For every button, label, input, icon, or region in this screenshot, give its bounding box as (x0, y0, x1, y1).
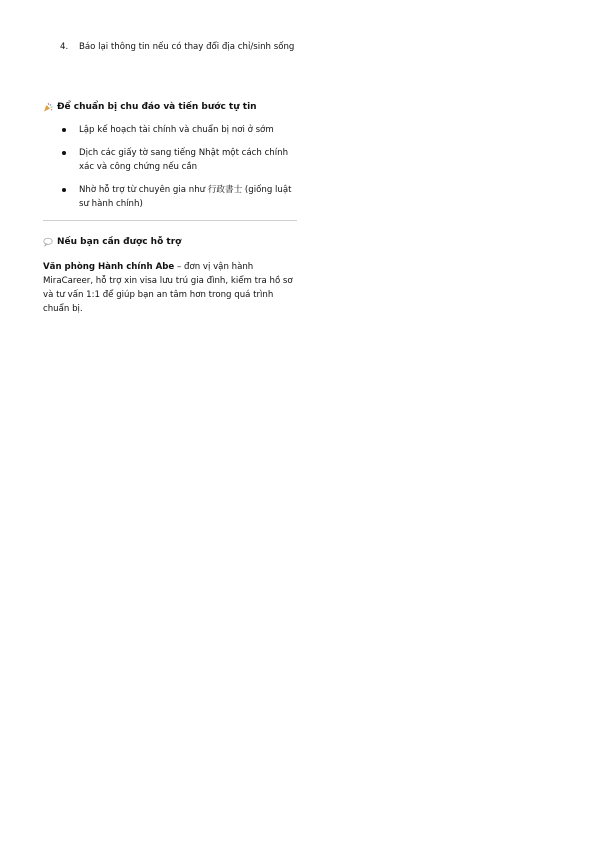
section-divider (43, 220, 297, 221)
prepare-heading-text: Để chuẩn bị chu đáo và tiến bước tự tin (57, 102, 257, 112)
bullet-icon (62, 188, 66, 192)
prepare-list (43, 123, 297, 211)
list-item-text: Nhờ hỗ trợ từ chuyên gia như 行政書士 (giống luật sư hành chính) (79, 185, 292, 209)
support-paragraph (43, 260, 297, 316)
list-number: 4. (60, 42, 69, 52)
list-item-text: Báo lại thông tin nếu có thay đổi địa chỉ/sinh sống (79, 42, 295, 52)
document-page (43, 40, 297, 316)
bullet-icon (62, 151, 66, 155)
numbered-list-item (43, 40, 297, 54)
list-item-text: Lập kế hoạch tài chính và chuẩn bị nơi ở sớm (79, 125, 274, 135)
list-item (43, 123, 297, 137)
speech-bubble-icon (43, 237, 53, 247)
bullet-icon (62, 128, 66, 132)
organization-name: Văn phòng Hành chính Abe (43, 262, 175, 272)
party-popper-icon (43, 102, 53, 112)
support-heading (43, 235, 297, 249)
support-heading-text: Nếu bạn cần được hỗ trợ (57, 237, 182, 247)
support-description: – đơn vị vận hành MiraCareer, hỗ trợ xin visa lưu trú gia đình, kiểm tra hồ sơ và tư vấn 1:1 để giúp bạn an tâm hơn trong quá trình chuẩn bị. (43, 262, 293, 314)
prepare-heading (43, 100, 297, 114)
list-item-text: Dịch các giấy tờ sang tiếng Nhật một cách chính xác và công chứng nếu cần (79, 148, 289, 172)
list-item (43, 183, 297, 211)
list-item (43, 146, 297, 174)
